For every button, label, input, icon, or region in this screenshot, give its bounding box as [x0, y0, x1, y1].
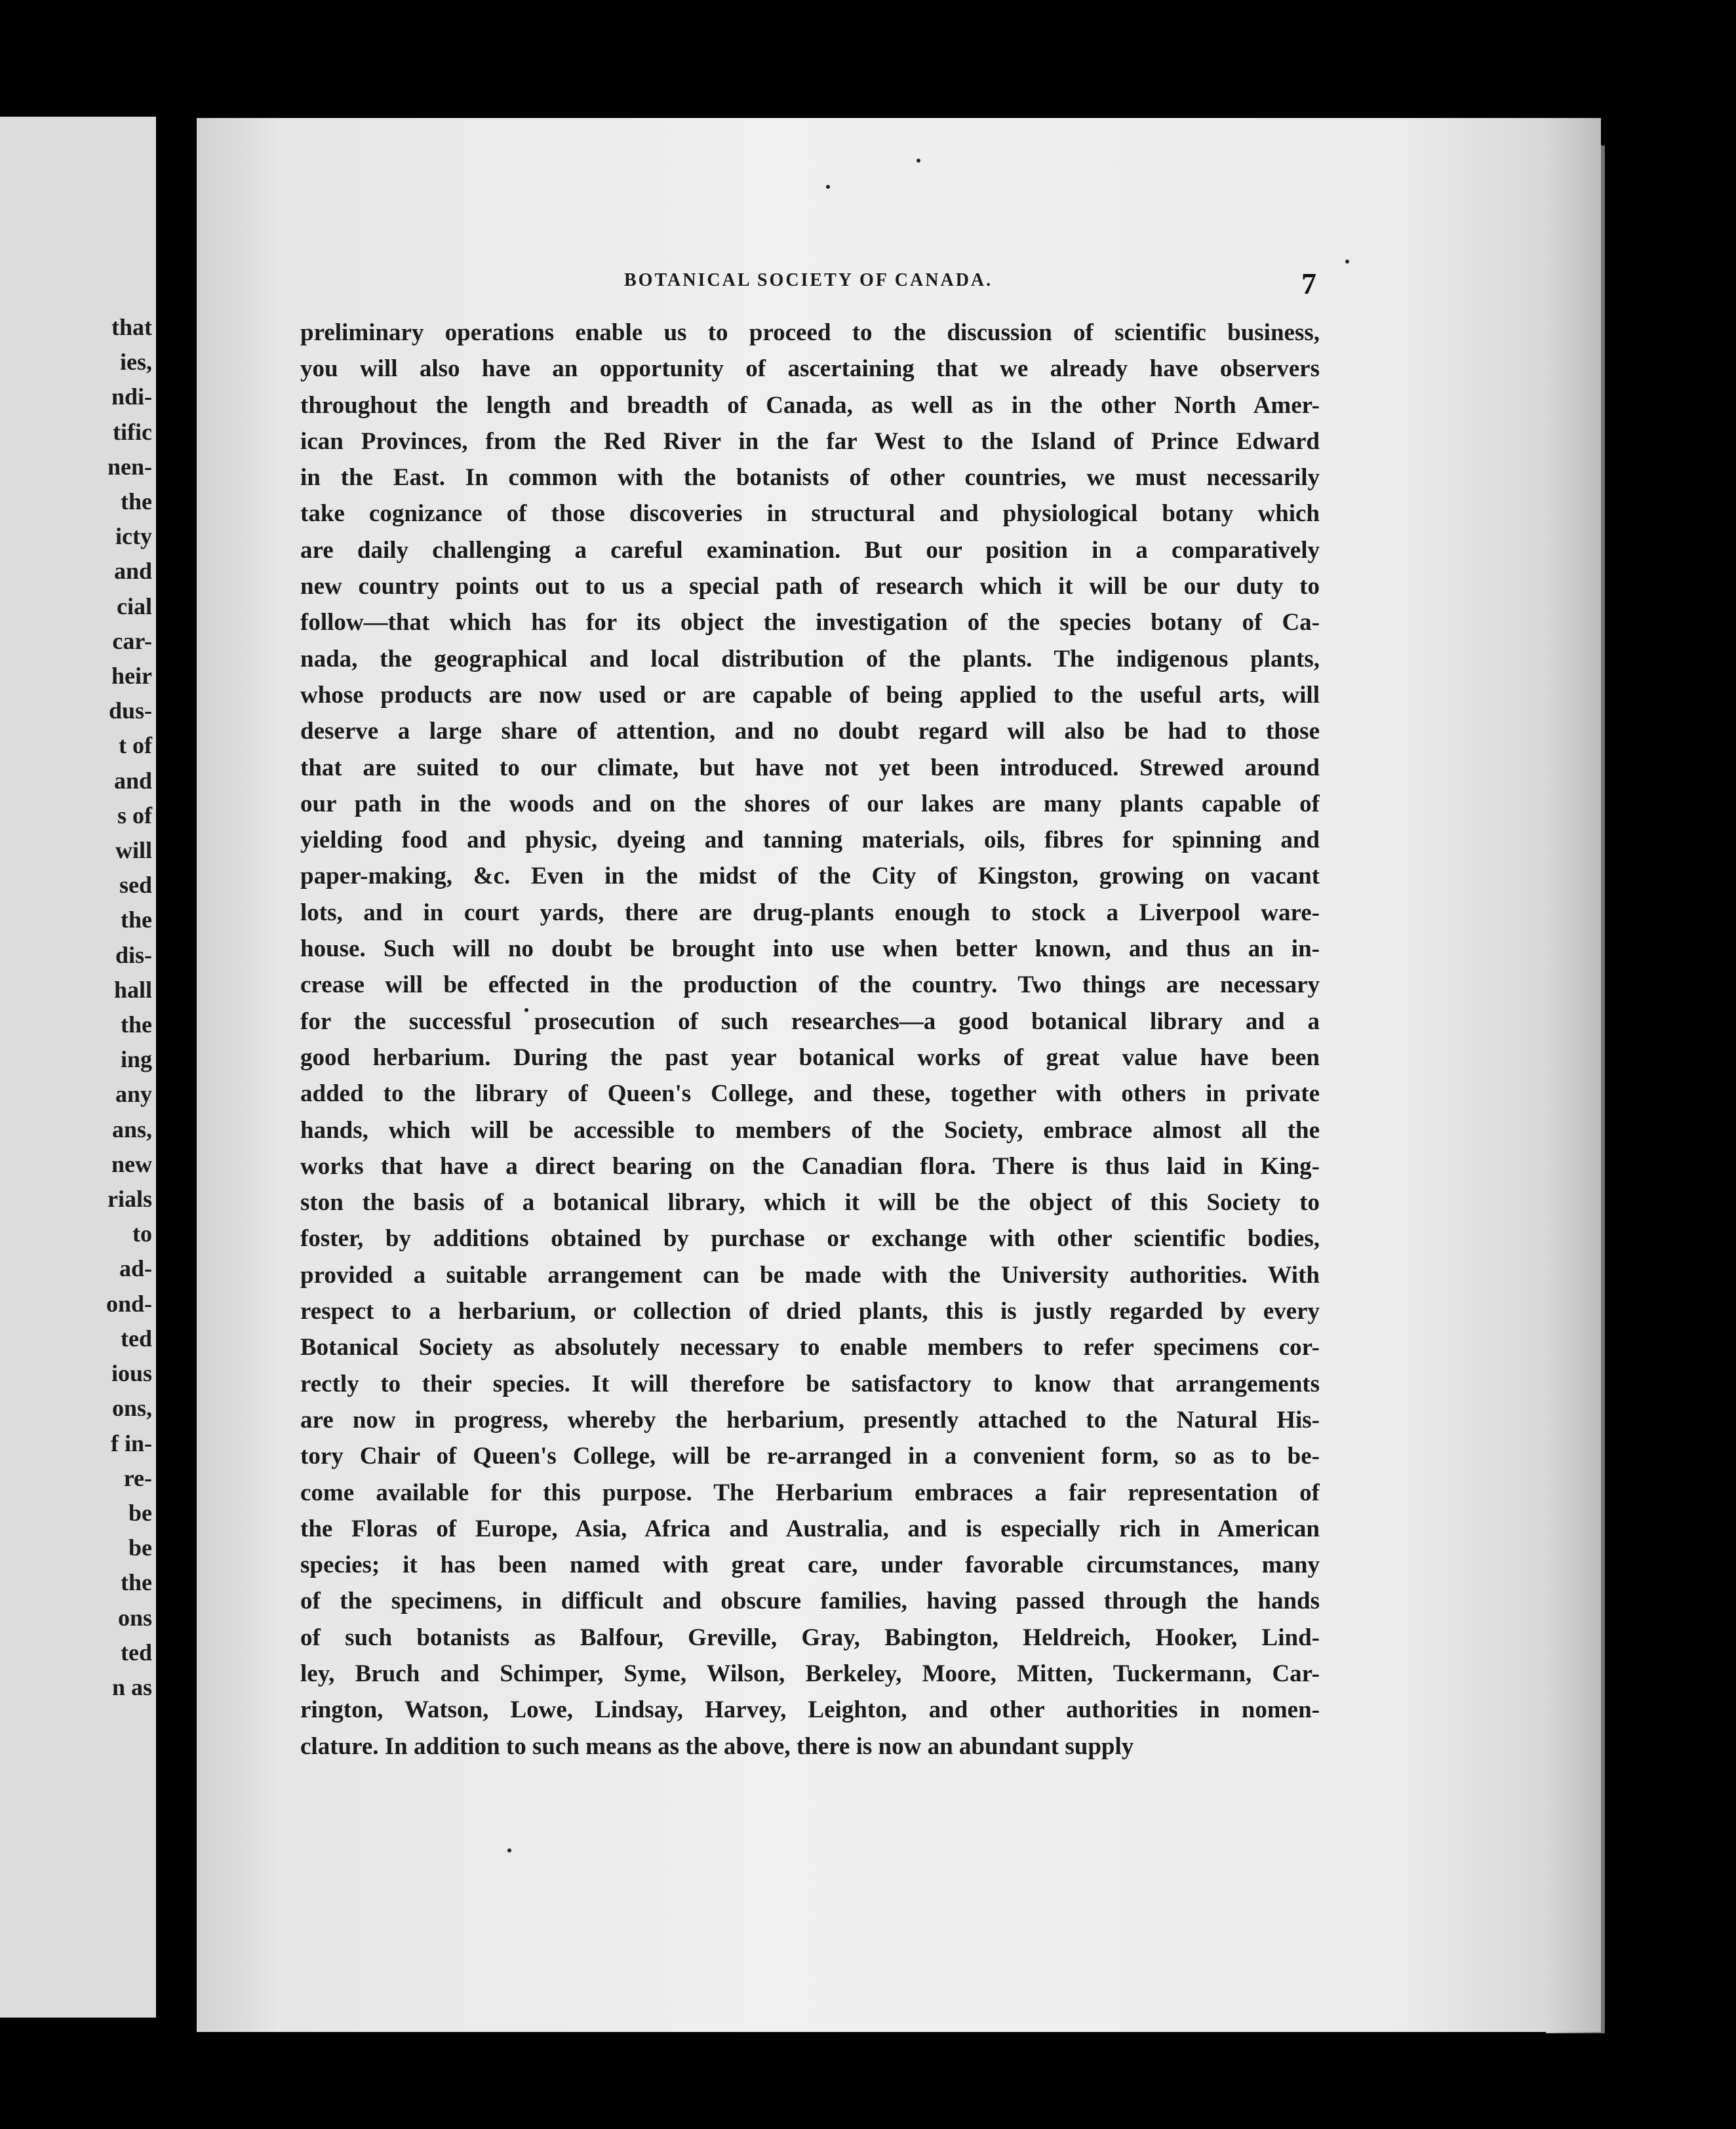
text-line: respect to a herbarium, or collection of dried plants, this is justly regarded by every — [300, 1298, 1320, 1325]
ink-speck — [1345, 260, 1349, 264]
page-number: 7 — [1301, 267, 1316, 300]
left-fragment: that — [111, 314, 152, 340]
text-line: clature. In addition to such means as the above, there is now an abundant supply — [300, 1732, 1134, 1760]
text-line: house. Such will no doubt be brought into use when better known, and thus an in- — [300, 935, 1320, 963]
left-fragment: hall — [113, 976, 152, 1003]
left-fragment: ndi- — [111, 383, 152, 410]
ink-speck — [507, 1848, 511, 1852]
left-page-line-fragments — [0, 310, 152, 1705]
text-line: hands, which will be accessible to members of the Society, embrace almost all the — [300, 1116, 1320, 1144]
left-fragment: ad- — [119, 1255, 152, 1282]
left-fragment: dus- — [108, 697, 152, 724]
text-line: of the specimens, in difficult and obscure families, having passed through the hands — [300, 1588, 1320, 1615]
left-fragment: ies, — [120, 349, 152, 376]
left-fragment: be — [128, 1534, 152, 1561]
left-fragment: to — [132, 1221, 152, 1247]
left-fragment: ing — [120, 1046, 152, 1073]
left-fragment: will — [115, 837, 152, 864]
left-fragment: nen- — [107, 453, 152, 480]
left-fragment: car- — [112, 627, 152, 654]
text-line: nada, the geographical and local distribution of the plants. The indigenous plants, — [300, 645, 1320, 673]
text-line: our path in the woods and on the shores of our lakes are many plants capable of — [300, 790, 1320, 817]
left-fragment: re- — [123, 1464, 152, 1491]
text-line: tory Chair of Queen's College, will be re-arranged in a convenient form, so as to be- — [300, 1443, 1320, 1470]
text-line: yielding food and physic, dyeing and tanning materials, oils, fibres for spinning and — [300, 827, 1320, 854]
running-head: BOTANICAL SOCIETY OF CANADA. — [624, 270, 993, 290]
left-fragment: ted — [121, 1325, 152, 1352]
text-line: good herbarium. During the past year botanical works of great value have been — [300, 1044, 1320, 1071]
text-line: come available for this purpose. The Herbarium embraces a fair representation of — [300, 1479, 1320, 1506]
left-fragment: n as — [111, 1673, 152, 1700]
text-line: crease will be effected in the production of the country. Two things are necessary — [300, 971, 1320, 999]
text-line: are daily challenging a careful examination. But our position in a comparatively — [300, 536, 1320, 564]
text-line: rectly to their species. It will therefore be satisfactory to know that arrangements — [300, 1370, 1320, 1397]
left-fragment: tific — [113, 418, 152, 445]
text-line: rington, Watson, Lowe, Lindsay, Harvey, Leighton, and other authorities in nomen- — [300, 1696, 1320, 1724]
text-line: of such botanists as Balfour, Greville, Gray, Babington, Heldreich, Hooker, Lind- — [300, 1624, 1320, 1651]
text-line: species; it has been named with great care, under favorable circumstances, many — [300, 1552, 1320, 1579]
left-fragment: f in- — [111, 1430, 152, 1456]
text-line: the Floras of Europe, Asia, Africa and Australia, and is especially rich in American — [300, 1515, 1320, 1542]
text-line: lots, and in court yards, there are drug-plants enough to stock a Liverpool ware- — [300, 899, 1320, 926]
text-line: for the successful prosecution of such researches—a good botanical library and a — [300, 1007, 1320, 1035]
left-fragment: dis- — [115, 941, 152, 968]
text-line: foster, by additions obtained by purchase or exchange with other scientific bodies, — [300, 1225, 1320, 1253]
left-fragment: ons, — [111, 1395, 152, 1422]
text-line: that are suited to our climate, but have not yet been introduced. Strewed around — [300, 754, 1320, 781]
left-fragment: and — [113, 767, 152, 794]
left-fragment: the — [121, 907, 152, 933]
left-fragment: the — [121, 488, 152, 515]
text-line: Botanical Society as absolutely necessary to enable members to refer specimens cor- — [300, 1334, 1320, 1361]
text-line: paper-making, &c. Even in the midst of the City of Kingston, growing on vacant — [300, 863, 1320, 890]
text-line: ley, Bruch and Schimper, Syme, Wilson, Berkeley, Moore, Mitten, Tuckermann, Car- — [300, 1660, 1320, 1687]
left-fragment: ons — [117, 1604, 152, 1631]
left-fragment: ond- — [106, 1290, 152, 1317]
left-fragment: the — [121, 1569, 152, 1596]
left-fragment: t of — [119, 732, 152, 759]
body-text — [300, 315, 1320, 1765]
left-fragment: be — [128, 1499, 152, 1526]
text-line: added to the library of Queen's College, and these, together with others in private — [300, 1080, 1320, 1108]
left-fragment: ted — [121, 1639, 152, 1666]
left-fragment: rials — [108, 1186, 152, 1213]
left-fragment: sed — [119, 872, 152, 899]
left-fragment: any — [115, 1081, 152, 1108]
text-line: you will also have an opportunity of ascertaining that we already have observers — [300, 355, 1320, 383]
text-line: throughout the length and breadth of Canada, as well as in the other North Amer- — [300, 391, 1320, 419]
left-facing-page — [0, 117, 156, 2018]
text-line: works that have a direct bearing on the Canadian flora. There is thus laid in King- — [300, 1152, 1320, 1180]
text-line: deserve a large share of attention, and no doubt regard will also be had to those — [300, 718, 1320, 745]
left-fragment: new — [111, 1150, 152, 1177]
left-fragment: and — [113, 558, 152, 585]
text-line: follow—that which has for its object the investigation of the species botany of Ca- — [300, 609, 1320, 636]
left-fragment: cial — [117, 593, 152, 619]
left-fragment: heir — [111, 663, 152, 690]
text-line: ican Provinces, from the Red River in the far West to the Island of Prince Edward — [300, 427, 1320, 455]
left-fragment: s of — [117, 802, 152, 829]
text-line: provided a suitable arrangement can be made with the University authorities. With — [300, 1261, 1320, 1289]
text-line: whose products are now used or are capable of being applied to the useful arts, will — [300, 681, 1320, 709]
left-fragment: the — [121, 1011, 152, 1038]
ink-speck — [917, 159, 920, 163]
text-line: take cognizance of those discoveries in structural and physiological botany which — [300, 500, 1320, 528]
text-line: ston the basis of a botanical library, which it will be the object of this Society to — [300, 1189, 1320, 1217]
text-line: new country points out to us a special path of research which it will be our duty to — [300, 573, 1320, 600]
left-fragment: ious — [111, 1360, 152, 1387]
ink-speck — [826, 185, 830, 189]
text-line: are now in progress, whereby the herbarium, presently attached to the Natural His- — [300, 1406, 1320, 1434]
left-fragment: icty — [115, 523, 152, 550]
text-line: preliminary operations enable us to proceed to the discussion of scientific business, — [300, 319, 1320, 346]
left-fragment: ans, — [111, 1116, 152, 1143]
book-gutter — [156, 117, 198, 2129]
text-line: in the East. In common with the botanists of other countries, we must necessarily — [300, 464, 1320, 492]
